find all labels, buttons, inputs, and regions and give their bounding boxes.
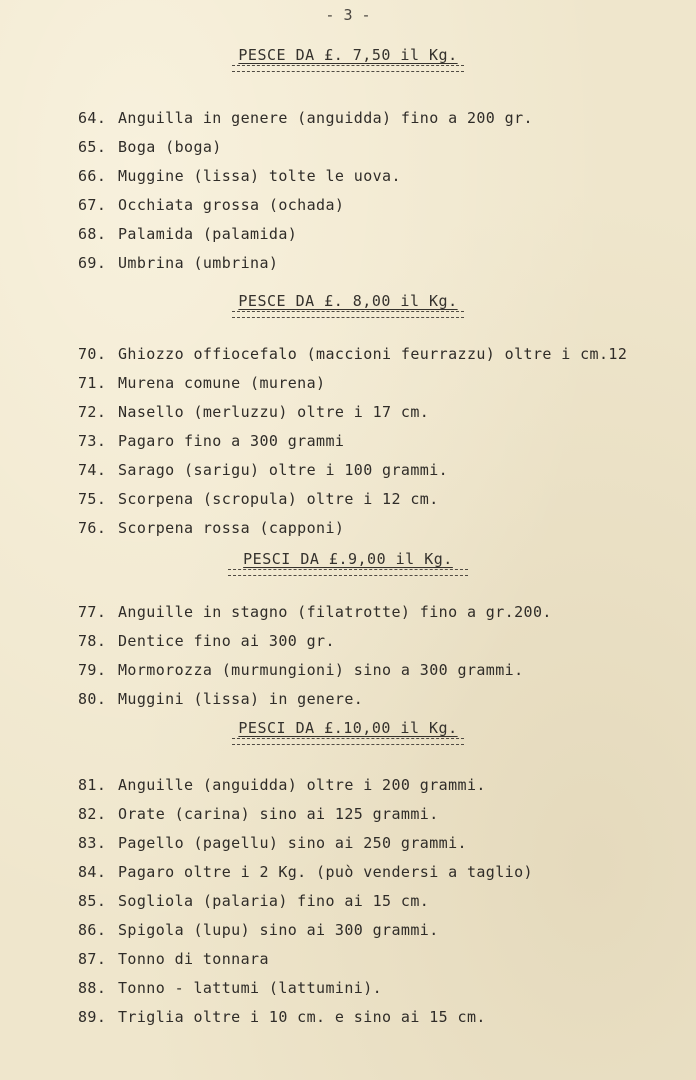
price-section — [0, 719, 696, 1032]
price-section — [0, 292, 696, 543]
item-text: Pagaro fino a 300 grammi — [118, 432, 345, 450]
item-number: 87. — [78, 950, 107, 968]
item-text: Ghiozzo offiocefalo (maccioni feurrazzu) oltre i cm.12 — [118, 345, 628, 363]
item-text: Sogliola (palaria) fino ai 15 cm. — [118, 892, 430, 910]
item-text: Dentice fino ai 300 gr. — [118, 632, 335, 650]
item-text: Anguilla in genere (anguidda) fino a 200 gr. — [118, 109, 533, 127]
item-number: 73. — [78, 432, 107, 450]
item-number: 88. — [78, 979, 107, 997]
item-text: Triglia oltre i 10 cm. e sino ai 15 cm. — [118, 1008, 486, 1026]
fish-list — [0, 104, 696, 278]
item-text: Sarago (sarigu) oltre i 100 grammi. — [118, 461, 449, 479]
item-text: Palamida (palamida) — [118, 225, 298, 243]
list-item — [0, 945, 696, 974]
list-item — [0, 598, 696, 627]
fish-list — [0, 340, 696, 543]
item-number: 72. — [78, 403, 107, 421]
list-item — [0, 771, 696, 800]
list-item — [0, 656, 696, 685]
list-item — [0, 514, 696, 543]
list-item — [0, 800, 696, 829]
section-heading — [0, 292, 696, 310]
item-text: Pagello (pagellu) sino ai 250 grammi. — [118, 834, 467, 852]
price-section — [0, 550, 696, 714]
list-item — [0, 887, 696, 916]
item-number: 69. — [78, 254, 107, 272]
list-item — [0, 191, 696, 220]
list-item — [0, 220, 696, 249]
item-text: Anguille (anguidda) oltre i 200 grammi. — [118, 776, 486, 794]
heading-double-underline — [232, 65, 464, 72]
item-number: 70. — [78, 345, 107, 363]
list-item — [0, 340, 696, 369]
heading-double-underline — [232, 738, 464, 745]
item-text: Pagaro oltre i 2 Kg. (può vendersi a taglio) — [118, 863, 533, 881]
item-text: Tonno di tonnara — [118, 950, 269, 968]
item-number: 66. — [78, 167, 107, 185]
item-number: 81. — [78, 776, 107, 794]
item-text: Spigola (lupu) sino ai 300 grammi. — [118, 921, 439, 939]
section-heading-text: PESCE DA £. 8,00 il Kg. — [238, 292, 458, 310]
item-text: Muggini (lissa) in genere. — [118, 690, 364, 708]
item-text: Scorpena (scropula) oltre i 12 cm. — [118, 490, 439, 508]
list-item — [0, 427, 696, 456]
list-item — [0, 685, 696, 714]
item-text: Murena comune (murena) — [118, 374, 326, 392]
item-number: 83. — [78, 834, 107, 852]
section-heading — [0, 719, 696, 737]
section-heading-text: PESCI DA £.10,00 il Kg. — [238, 719, 458, 737]
item-number: 74. — [78, 461, 107, 479]
item-number: 80. — [78, 690, 107, 708]
item-text: Orate (carina) sino ai 125 grammi. — [118, 805, 439, 823]
item-number: 84. — [78, 863, 107, 881]
item-number: 78. — [78, 632, 107, 650]
list-item — [0, 627, 696, 656]
section-heading-text: PESCI DA £.9,00 il Kg. — [243, 550, 453, 568]
fish-list — [0, 598, 696, 714]
item-text: Muggine (lissa) tolte le uova. — [118, 167, 401, 185]
item-text: Scorpena rossa (capponi) — [118, 519, 345, 537]
list-item — [0, 398, 696, 427]
page-number: - 3 - — [325, 6, 371, 24]
item-number: 85. — [78, 892, 107, 910]
list-item — [0, 133, 696, 162]
item-number: 79. — [78, 661, 107, 679]
list-item — [0, 104, 696, 133]
list-item — [0, 974, 696, 1003]
item-number: 82. — [78, 805, 107, 823]
heading-double-underline — [228, 569, 468, 576]
price-section — [0, 46, 696, 278]
item-text: Boga (boga) — [118, 138, 222, 156]
item-number: 64. — [78, 109, 107, 127]
item-text: Anguille in stagno (filatrotte) fino a gr.200. — [118, 603, 552, 621]
item-number: 86. — [78, 921, 107, 939]
list-item — [0, 485, 696, 514]
fish-list — [0, 771, 696, 1032]
section-heading — [0, 46, 696, 64]
item-number: 65. — [78, 138, 107, 156]
list-item — [0, 249, 696, 278]
item-text: Nasello (merluzzu) oltre i 17 cm. — [118, 403, 430, 421]
item-text: Umbrina (umbrina) — [118, 254, 279, 272]
item-text: Occhiata grossa (ochada) — [118, 196, 345, 214]
item-text: Tonno - lattumi (lattumini). — [118, 979, 383, 997]
section-heading — [0, 550, 696, 568]
section-heading-text: PESCE DA £. 7,50 il Kg. — [238, 46, 458, 64]
item-text: Mormorozza (murmungioni) sino a 300 grammi. — [118, 661, 524, 679]
item-number: 76. — [78, 519, 107, 537]
item-number: 75. — [78, 490, 107, 508]
item-number: 89. — [78, 1008, 107, 1026]
item-number: 77. — [78, 603, 107, 621]
item-number: 67. — [78, 196, 107, 214]
item-number: 71. — [78, 374, 107, 392]
list-item — [0, 456, 696, 485]
list-item — [0, 162, 696, 191]
list-item — [0, 858, 696, 887]
item-number: 68. — [78, 225, 107, 243]
list-item — [0, 829, 696, 858]
list-item — [0, 369, 696, 398]
list-item — [0, 1003, 696, 1032]
list-item — [0, 916, 696, 945]
heading-double-underline — [232, 311, 464, 318]
